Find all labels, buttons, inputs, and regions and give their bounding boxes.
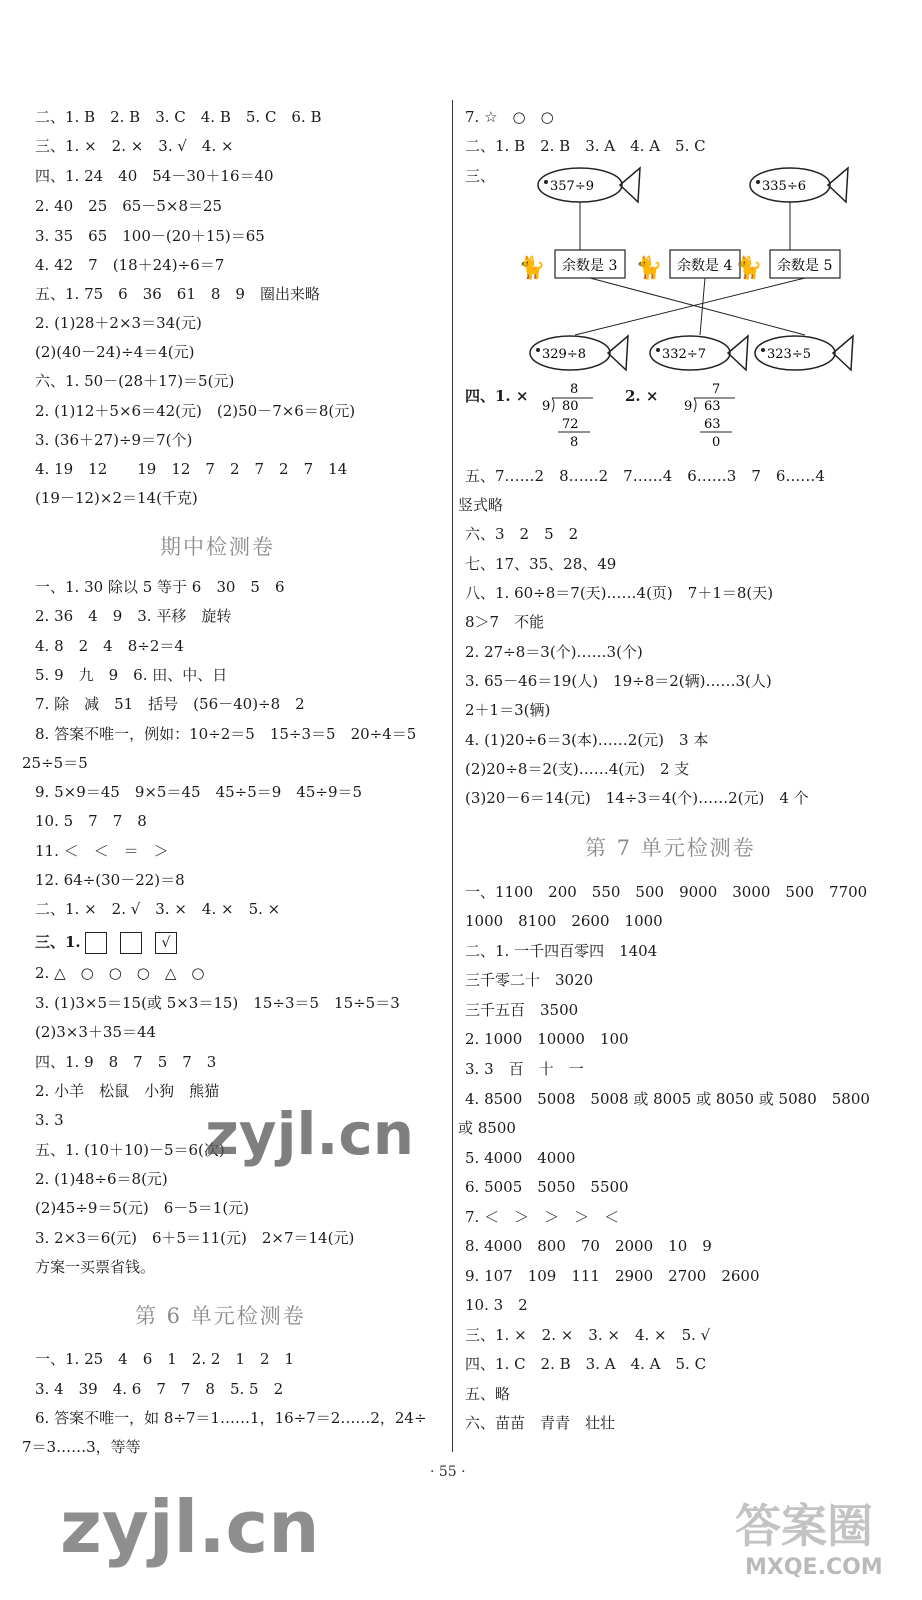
section-title: 第 7 单元检测卷 xyxy=(585,836,756,860)
answer-left-line: 3. 3 xyxy=(35,1111,64,1129)
answer-left-line: 7. 除 减 51 括号 (56－40)÷8 2 xyxy=(35,695,305,713)
answer-left-line: 2. (1)12＋5×6＝42(元) (2)50－7×6＝8(元) xyxy=(35,402,356,420)
answer-left-line: (2)(40－24)÷4＝4(元) xyxy=(35,343,195,361)
watermark-logo: 答案圈 xyxy=(735,1499,873,1553)
answer-left-line: 一、1. 30 除以 5 等于 6 30 5 6 xyxy=(35,578,285,596)
answer-right-line: 四、1. C 2. B 3. A 4. A 5. C xyxy=(465,1355,707,1373)
answer-right-line: 三千五百 3500 xyxy=(465,1001,579,1019)
cat-icon: 🐈 xyxy=(635,256,663,281)
answer-left-line: 10. 5 7 7 8 xyxy=(35,812,147,830)
svg-text:72: 72 xyxy=(562,417,579,432)
section-title: 期中检测卷 xyxy=(160,535,275,559)
answer-left-line: 9. 5×9＝45 9×5＝45 45÷5＝9 45÷9＝5 xyxy=(35,783,363,801)
answer-left-line: 五、1. 75 6 36 61 8 9 圈出来略 xyxy=(35,285,320,303)
fish-top-1-label: 357÷9 xyxy=(550,179,594,194)
answer-left-line: 4. 8 2 4 8÷2＝4 xyxy=(35,637,184,655)
svg-text:323÷5: 323÷5 xyxy=(767,347,811,362)
answer-right-line: 一、1100 200 550 500 9000 3000 500 7700 xyxy=(465,883,868,901)
remainder-box-2 xyxy=(635,250,740,281)
answer-left-line: 8. 答案不唯一，例如：10÷2＝5 15÷3＝5 20÷4＝5 xyxy=(35,725,417,743)
answer-right-line: 4. 8500 5008 5008 或 8005 或 8050 或 5080 5800 xyxy=(465,1090,870,1108)
answer-right-line: 1000 8100 2600 1000 xyxy=(465,912,663,930)
answer-right-line: 5. 4000 4000 xyxy=(465,1149,576,1167)
answer-right-line: 七、17、35、28、49 xyxy=(465,555,617,573)
svg-text:8: 8 xyxy=(570,382,579,397)
fish-matching-diagram xyxy=(500,160,860,385)
watermark-mxqe: MXQE.COM xyxy=(745,1555,883,1580)
svg-text:7: 7 xyxy=(712,382,721,397)
answer-right-line: 六、3 2 5 2 xyxy=(465,525,579,543)
answer-left-line: 3. 2×3＝6(元) 6＋5＝11(元) 2×7＝14(元) xyxy=(35,1229,355,1247)
answer-right-line: 二、1. 一千四百零四 1404 xyxy=(465,942,658,960)
answer-left-line: 二、1. B 2. B 3. C 4. B 5. C 6. B xyxy=(35,108,322,126)
answer-left-line: 方案一买票省钱。 xyxy=(35,1258,156,1276)
answer-right-line: 二、1. B 2. B 3. A 4. A 5. C xyxy=(465,137,706,155)
watermark-zyjl-1: zyjl.cn xyxy=(205,1100,415,1168)
answer-left-line: (19－12)×2＝14(千克) xyxy=(35,489,198,507)
remainder-box-3 xyxy=(735,250,840,281)
answer-left-line: 2. (1)48÷6＝8(元) xyxy=(35,1170,168,1188)
svg-text:余数是 3: 余数是 3 xyxy=(562,258,618,274)
fish-bottom-3 xyxy=(755,336,853,370)
svg-text:329÷8: 329÷8 xyxy=(542,347,586,362)
answer-box-1 xyxy=(85,932,107,954)
svg-text:余数是 5: 余数是 5 xyxy=(777,258,833,274)
answer-right-line: 八、1. 60÷8＝7(天)……4(页) 7＋1＝8(天) xyxy=(465,584,774,602)
svg-text:8: 8 xyxy=(570,435,579,450)
answer-right-line: 8. 4000 800 70 2000 10 9 xyxy=(465,1237,712,1255)
answer-right-line: 六、苗苗 青青 壮壮 xyxy=(465,1414,616,1432)
answer-right-line: 2. 27÷8＝3(个)……3(个) xyxy=(465,643,643,661)
long-division-2 xyxy=(680,380,740,452)
long-division-1 xyxy=(538,380,598,452)
answer-right-line: 8＞7 不能 xyxy=(465,613,545,631)
section-title: 第 6 单元检测卷 xyxy=(135,1304,306,1328)
fish-top-1 xyxy=(538,168,640,202)
fish-bottom-2 xyxy=(650,336,748,370)
watermark-zyjl-2: zyjl.cn xyxy=(60,1485,320,1569)
answer-left-line: 7＝3……3，等等 xyxy=(22,1438,141,1456)
answer-right-line: 竖式略 xyxy=(458,496,504,514)
answer-right-line: 7. ☆ ○ ○ xyxy=(465,108,554,126)
svg-text:9: 9 xyxy=(684,399,693,414)
answer-left-line: 2. △ ○ ○ ○ △ ○ xyxy=(35,964,205,982)
answer-right-line: (2)20÷8＝2(支)……4(元) 2 支 xyxy=(465,760,690,778)
answer-left-line: 2. (1)28＋2×3＝34(元) xyxy=(35,314,202,332)
svg-text:332÷7: 332÷7 xyxy=(662,347,706,362)
answer-right-line: 10. 3 2 xyxy=(465,1296,528,1314)
answer-right-line: 三、1. × 2. × 3. × 4. × 5. √ xyxy=(465,1326,711,1344)
answer-box-2 xyxy=(120,932,142,954)
fish-top-2-label: 335÷6 xyxy=(762,179,806,194)
answer-right-line: 3. 3 百 十 一 xyxy=(465,1060,584,1078)
answer-right-line: 三千零二十 3020 xyxy=(465,971,594,989)
fish-bottom-1 xyxy=(530,336,628,370)
answer-left-line: 5. 9 九 9 6. 田、中、日 xyxy=(35,666,228,684)
answer-left-line: 2. 36 4 9 3. 平移 旋转 xyxy=(35,607,232,625)
answer-right-line: 五、7……2 8……2 7……4 6……3 7 6……4 xyxy=(465,467,825,485)
box-answer-row xyxy=(35,932,185,954)
answer-left-line: 2. 40 25 65－5×8＝25 xyxy=(35,197,223,215)
answer-left-line: 2. 小羊 松鼠 小狗 熊猫 xyxy=(35,1082,220,1100)
svg-text:0: 0 xyxy=(712,435,721,450)
answer-right-line: 五、略 xyxy=(465,1385,511,1403)
answer-right-line: 7. ＜ ＞ ＞ ＞ ＜ xyxy=(465,1208,620,1226)
answer-right-line: 4. (1)20÷6＝3(本)……2(元) 3 本 xyxy=(465,731,709,749)
division-label-2: 2. × xyxy=(625,387,659,405)
svg-text:余数是 4: 余数是 4 xyxy=(677,258,733,274)
answer-right-line: 9. 107 109 111 2900 2700 2600 xyxy=(465,1267,760,1285)
answer-left-line: 五、1. (10＋10)－5＝6(次) xyxy=(35,1141,225,1159)
svg-text:63: 63 xyxy=(704,399,721,414)
answer-left-line: 一、1. 25 4 6 1 2. 2 1 2 1 xyxy=(35,1350,295,1368)
svg-text:9: 9 xyxy=(542,399,551,414)
page-number: · 55 · xyxy=(430,1464,466,1480)
answer-right-line: (3)20－6＝14(元) 14÷3＝4(个)……2(元) 4 个 xyxy=(465,789,809,807)
answer-left-line: 3. 35 65 100－(20＋15)＝65 xyxy=(35,227,265,245)
answer-right-line: 三、 xyxy=(465,167,496,185)
answer-right-line: 2. 1000 10000 100 xyxy=(465,1030,629,1048)
svg-text:80: 80 xyxy=(562,399,579,414)
answer-left-line: 6. 答案不唯一，如 8÷7＝1……1，16÷7＝2……2，24÷ xyxy=(35,1409,427,1427)
box-row-label: 三、1. xyxy=(35,933,81,951)
svg-text:63: 63 xyxy=(704,417,721,432)
answer-right-line: 3. 65－46＝19(人) 19÷8＝2(辆)……3(人) xyxy=(465,672,772,690)
fish-top-2 xyxy=(750,168,848,202)
answer-left-line: 二、1. × 2. √ 3. × 4. × 5. × xyxy=(35,900,281,918)
answer-left-line: 四、1. 24 40 54－30＋16＝40 xyxy=(35,167,274,185)
answer-left-line: (2)3×3＋35＝44 xyxy=(35,1023,157,1041)
division-label-1: 四、1. × xyxy=(465,387,529,405)
column-divider xyxy=(452,100,453,1452)
answer-box-3: √ xyxy=(155,932,177,954)
answer-left-line: 12. 64÷(30－22)＝8 xyxy=(35,871,185,889)
answer-left-line: 3. 4 39 4. 6 7 7 8 5. 5 2 xyxy=(35,1380,284,1398)
answer-left-line: 25÷5＝5 xyxy=(22,754,88,772)
answer-left-line: 4. 42 7 (18＋24)÷6＝7 xyxy=(35,256,225,274)
answer-right-line: 2＋1＝3(辆) xyxy=(465,701,551,719)
answer-left-line: 四、1. 9 8 7 5 7 3 xyxy=(35,1053,217,1071)
answer-right-line: 或 8500 xyxy=(458,1119,516,1137)
remainder-box-1 xyxy=(518,250,625,281)
answer-left-line: 11. ＜ ＜ ＝ ＞ xyxy=(35,842,169,860)
answer-left-line: 3. (36＋27)÷9＝7(个) xyxy=(35,431,193,449)
answer-left-line: 六、1. 50－(28＋17)＝5(元) xyxy=(35,372,235,390)
cat-icon: 🐈 xyxy=(735,256,763,281)
answer-left-line: 三、1. × 2. × 3. √ 4. × xyxy=(35,137,234,155)
answer-left-line: 4. 19 12 19 12 7 2 7 2 7 14 xyxy=(35,460,348,478)
answer-left-line: (2)45÷9＝5(元) 6－5＝1(元) xyxy=(35,1199,250,1217)
answer-right-line: 6. 5005 5050 5500 xyxy=(465,1178,629,1196)
cat-icon: 🐈 xyxy=(518,256,546,281)
answer-left-line: 3. (1)3×5＝15(或 5×3＝15) 15÷3＝5 15÷5＝3 xyxy=(35,994,400,1012)
